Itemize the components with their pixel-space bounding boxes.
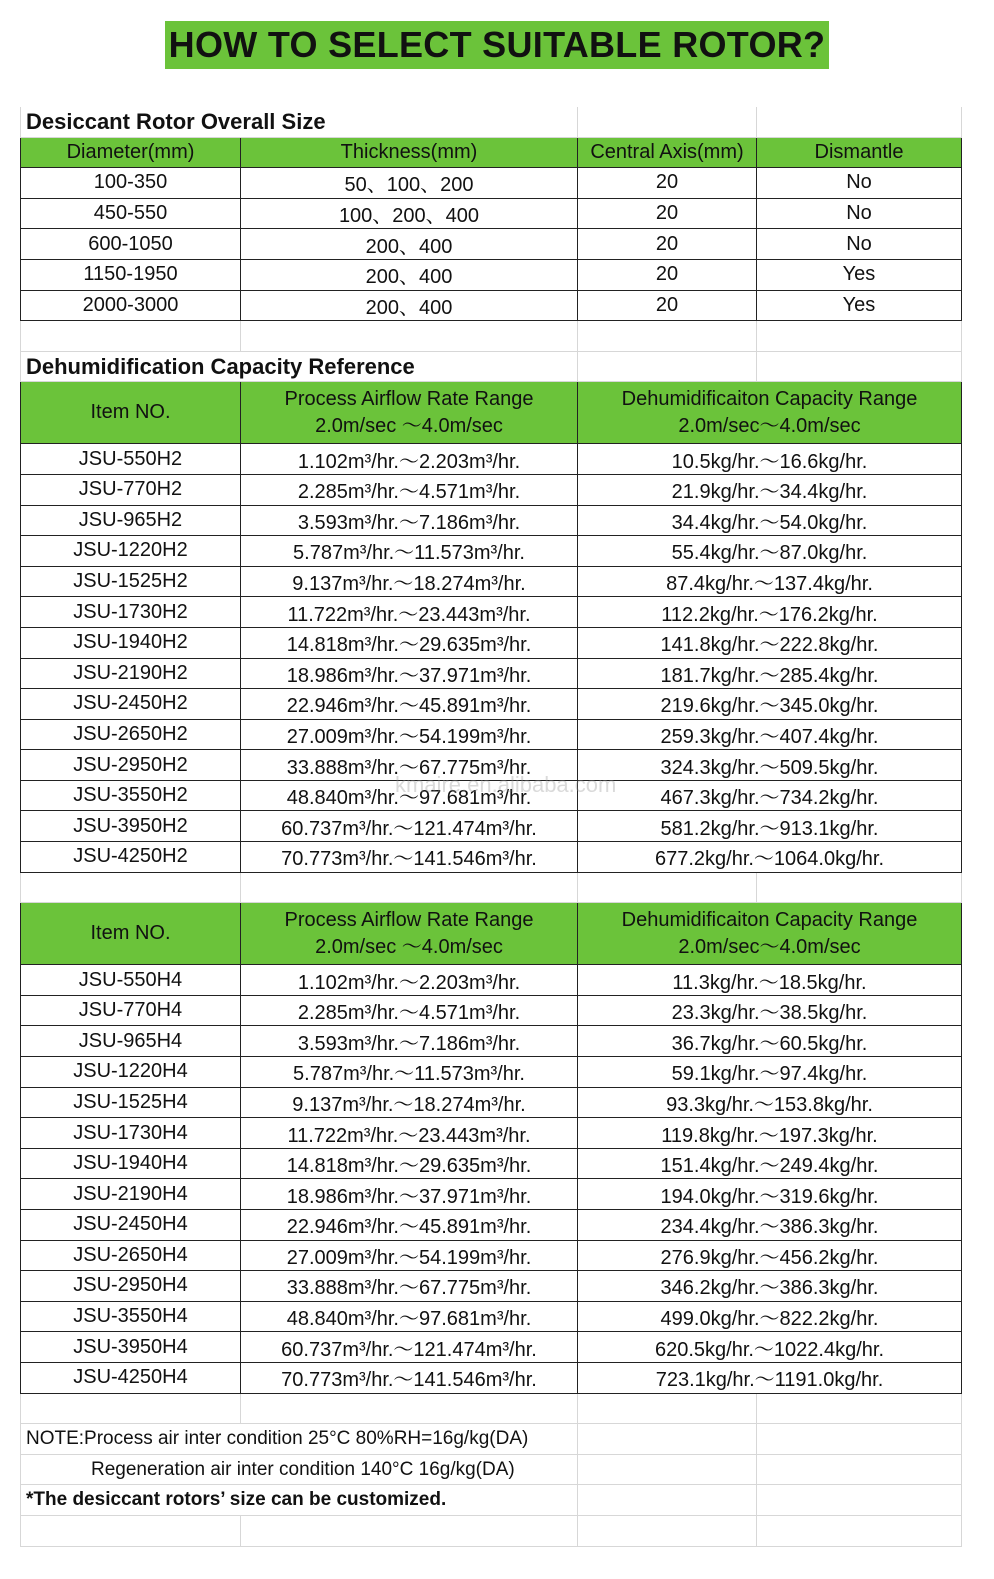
airflow-header-line2: 2.0m/sec ～4.0m/sec	[315, 935, 503, 958]
item-no: JSU-770H2	[20, 475, 241, 506]
empty-cell	[241, 873, 578, 904]
empty-row	[20, 1516, 962, 1547]
capacity-range: 620.5kg/hr.～1022.4kg/hr.	[578, 1332, 962, 1363]
table-cell: Yes	[757, 260, 962, 291]
section-title: Dehumidification Capacity Reference	[20, 352, 578, 383]
capacity-range: 259.3kg/hr.～407.4kg/hr.	[578, 720, 962, 751]
empty-cell	[578, 1485, 757, 1516]
table-row	[20, 1271, 962, 1302]
airflow-range: 11.722m³/hr.～23.443m³/hr.	[241, 1118, 578, 1149]
item-no: JSU-2450H2	[20, 689, 241, 720]
airflow-range: 9.137m³/hr.～18.274m³/hr.	[241, 567, 578, 598]
airflow-range: 60.737m³/hr.～121.474m³/hr.	[241, 811, 578, 842]
item-no: JSU-1940H4	[20, 1149, 241, 1180]
item-no: JSU-3950H4	[20, 1332, 241, 1363]
item-no: JSU-1525H2	[20, 567, 241, 598]
table-row	[20, 567, 962, 598]
table-row	[20, 168, 962, 199]
table-row	[20, 1057, 962, 1088]
empty-cell	[578, 321, 757, 352]
item-no: JSU-1730H2	[20, 597, 241, 628]
table-cell: 200、400	[241, 260, 578, 291]
table-cell: 20	[578, 260, 757, 291]
capacity-header	[578, 382, 962, 444]
empty-cell	[241, 1516, 578, 1547]
table-row	[20, 1363, 962, 1394]
airflow-range: 14.818m³/hr.～29.635m³/hr.	[241, 628, 578, 659]
capacity-header-row	[20, 903, 962, 965]
airflow-header	[241, 903, 578, 965]
capacity-range: 723.1kg/hr.～1191.0kg/hr.	[578, 1363, 962, 1394]
item-no: JSU-2650H4	[20, 1241, 241, 1272]
column-header: Central Axis(mm)	[578, 138, 757, 169]
capacity-range: 141.8kg/hr.～222.8kg/hr.	[578, 628, 962, 659]
item-header: Item NO.	[20, 903, 241, 965]
empty-cell	[578, 1394, 757, 1425]
note-row	[20, 1424, 962, 1455]
table-row	[20, 506, 962, 537]
airflow-range: 27.009m³/hr.～54.199m³/hr.	[241, 1241, 578, 1272]
section-title-row	[20, 107, 962, 138]
empty-cell	[20, 1394, 241, 1425]
table-row	[20, 996, 962, 1027]
capacity-range: 10.5kg/hr.～16.6kg/hr.	[578, 444, 962, 475]
empty-cell	[20, 1516, 241, 1547]
section-title-row	[20, 352, 962, 383]
airflow-range: 22.946m³/hr.～45.891m³/hr.	[241, 1210, 578, 1241]
capacity-range: 324.3kg/hr.～509.5kg/hr.	[578, 750, 962, 781]
empty-row	[20, 321, 962, 352]
empty-cell	[757, 1394, 962, 1425]
title-wrap	[0, 21, 994, 69]
airflow-range: 2.285m³/hr.～4.571m³/hr.	[241, 475, 578, 506]
capacity-range: 194.0kg/hr.～319.6kg/hr.	[578, 1179, 962, 1210]
watermark: kmaire.en.alibaba.com	[395, 772, 617, 797]
airflow-range: 5.787m³/hr.～11.573m³/hr.	[241, 1057, 578, 1088]
airflow-range: 27.009m³/hr.～54.199m³/hr.	[241, 720, 578, 751]
table-row	[20, 1179, 962, 1210]
airflow-range: 60.737m³/hr.～121.474m³/hr.	[241, 1332, 578, 1363]
table-row	[20, 597, 962, 628]
table-row	[20, 536, 962, 567]
airflow-range: 48.840m³/hr.～97.681m³/hr.	[241, 1302, 578, 1333]
capacity-range: 581.2kg/hr.～913.1kg/hr.	[578, 811, 962, 842]
table-cell: 200、400	[241, 229, 578, 260]
capacity-header-line1: Dehumidificaiton Capacity Range	[621, 387, 918, 410]
empty-row	[20, 873, 962, 904]
table-cell: No	[757, 199, 962, 230]
table-row	[20, 291, 962, 322]
airflow-range: 22.946m³/hr.～45.891m³/hr.	[241, 689, 578, 720]
capacity-range: 36.7kg/hr.～60.5kg/hr.	[578, 1026, 962, 1057]
item-no: JSU-4250H2	[20, 842, 241, 873]
empty-cell	[757, 1516, 962, 1547]
airflow-range: 2.285m³/hr.～4.571m³/hr.	[241, 996, 578, 1027]
item-no: JSU-1730H4	[20, 1118, 241, 1149]
capacity-range: 11.3kg/hr.～18.5kg/hr.	[578, 965, 962, 996]
column-header: Diameter(mm)	[20, 138, 241, 169]
item-no: JSU-2950H2	[20, 750, 241, 781]
item-no: JSU-2190H4	[20, 1179, 241, 1210]
table-row	[20, 475, 962, 506]
capacity-range: 23.3kg/hr.～38.5kg/hr.	[578, 996, 962, 1027]
section-title: Desiccant Rotor Overall Size	[20, 107, 578, 138]
note-line-3: *The desiccant rotors’ size can be customized.	[20, 1485, 578, 1516]
empty-cell	[757, 352, 962, 383]
item-no: JSU-550H2	[20, 444, 241, 475]
table-cell: 20	[578, 229, 757, 260]
column-header: Dismantle	[757, 138, 962, 169]
table-row	[20, 1026, 962, 1057]
item-no: JSU-965H2	[20, 506, 241, 537]
capacity-range: 59.1kg/hr.～97.4kg/hr.	[578, 1057, 962, 1088]
airflow-range: 14.818m³/hr.～29.635m³/hr.	[241, 1149, 578, 1180]
capacity-range: 276.9kg/hr.～456.2kg/hr.	[578, 1241, 962, 1272]
table-row	[20, 1149, 962, 1180]
empty-cell	[578, 1424, 757, 1455]
table-cell: 2000-3000	[20, 291, 241, 322]
item-no: JSU-1940H2	[20, 628, 241, 659]
airflow-range: 3.593m³/hr.～7.186m³/hr.	[241, 1026, 578, 1057]
empty-cell	[757, 873, 962, 904]
note-line-1: NOTE:Process air inter condition 25°C 80%RH=16g/kg(DA)	[20, 1424, 578, 1455]
item-no: JSU-550H4	[20, 965, 241, 996]
item-no: JSU-3550H4	[20, 1302, 241, 1333]
table-cell: No	[757, 229, 962, 260]
table-row	[20, 1088, 962, 1119]
capacity-header-line1: Dehumidificaiton Capacity Range	[621, 908, 918, 931]
item-no: JSU-3550H2	[20, 781, 241, 812]
table-cell: 450-550	[20, 199, 241, 230]
item-no: JSU-1220H2	[20, 536, 241, 567]
item-no: JSU-2650H2	[20, 720, 241, 751]
airflow-range: 5.787m³/hr.～11.573m³/hr.	[241, 536, 578, 567]
item-no: JSU-770H4	[20, 996, 241, 1027]
table-cell: No	[757, 168, 962, 199]
table-row	[20, 689, 962, 720]
note-row	[20, 1485, 962, 1516]
page-title: HOW TO SELECT SUITABLE ROTOR?	[165, 21, 830, 69]
table-cell: 200、400	[241, 291, 578, 322]
capacity-header-line2: 2.0m/sec～4.0m/sec	[678, 935, 861, 958]
airflow-range: 9.137m³/hr.～18.274m³/hr.	[241, 1088, 578, 1119]
airflow-range: 70.773m³/hr.～141.546m³/hr.	[241, 1363, 578, 1394]
table-cell: 1150-1950	[20, 260, 241, 291]
item-no: JSU-2950H4	[20, 1271, 241, 1302]
airflow-header-line1: Process Airflow Rate Range	[284, 387, 534, 410]
airflow-range: 33.888m³/hr.～67.775m³/hr.	[241, 1271, 578, 1302]
airflow-range: 18.986m³/hr.～37.971m³/hr.	[241, 1179, 578, 1210]
capacity-header-line2: 2.0m/sec～4.0m/sec	[678, 414, 861, 437]
capacity-range: 34.4kg/hr.～54.0kg/hr.	[578, 506, 962, 537]
item-no: JSU-965H4	[20, 1026, 241, 1057]
capacity-range: 677.2kg/hr.～1064.0kg/hr.	[578, 842, 962, 873]
item-no: JSU-1220H4	[20, 1057, 241, 1088]
airflow-range: 70.773m³/hr.～141.546m³/hr.	[241, 842, 578, 873]
table-row	[20, 260, 962, 291]
empty-cell	[578, 1455, 757, 1486]
spreadsheet	[20, 107, 962, 1547]
empty-cell	[241, 1394, 578, 1425]
empty-cell	[241, 321, 578, 352]
table-row	[20, 1241, 962, 1272]
table-cell: 100-350	[20, 168, 241, 199]
empty-row	[20, 1394, 962, 1425]
note-row	[20, 1455, 962, 1486]
table-row	[20, 720, 962, 751]
capacity-range: 55.4kg/hr.～87.0kg/hr.	[578, 536, 962, 567]
table-row	[20, 965, 962, 996]
capacity-range: 112.2kg/hr.～176.2kg/hr.	[578, 597, 962, 628]
capacity-range: 87.4kg/hr.～137.4kg/hr.	[578, 567, 962, 598]
table-row	[20, 1332, 962, 1363]
table-cell: 20	[578, 199, 757, 230]
table-row	[20, 1210, 962, 1241]
capacity-range: 119.8kg/hr.～197.3kg/hr.	[578, 1118, 962, 1149]
capacity-header-row	[20, 382, 962, 444]
item-header: Item NO.	[20, 382, 241, 444]
item-no: JSU-4250H4	[20, 1363, 241, 1394]
airflow-range: 18.986m³/hr.～37.971m³/hr.	[241, 659, 578, 690]
table-cell: 20	[578, 168, 757, 199]
empty-cell	[757, 321, 962, 352]
item-no: JSU-3950H2	[20, 811, 241, 842]
airflow-range: 33.888m³/hr.～67.775m³/hr.	[241, 750, 578, 781]
column-header: Thickness(mm)	[241, 138, 578, 169]
capacity-range: 93.3kg/hr.～153.8kg/hr.	[578, 1088, 962, 1119]
capacity-range: 151.4kg/hr.～249.4kg/hr.	[578, 1149, 962, 1180]
item-no: JSU-2450H4	[20, 1210, 241, 1241]
table-row	[20, 628, 962, 659]
capacity-range: 467.3kg/hr.～734.2kg/hr.	[578, 781, 962, 812]
empty-cell	[757, 1455, 962, 1486]
note-line-2: Regeneration air inter condition 140°C 16g/kg(DA)	[20, 1455, 578, 1486]
item-no: JSU-1525H4	[20, 1088, 241, 1119]
table-row	[20, 199, 962, 230]
airflow-range: 48.840m³/hr.～97.681m³/hr.	[241, 781, 578, 812]
table-row	[20, 811, 962, 842]
empty-cell	[578, 352, 757, 383]
airflow-header-line1: Process Airflow Rate Range	[284, 908, 534, 931]
airflow-range: 1.102m³/hr.～2.203m³/hr.	[241, 444, 578, 475]
table-row	[20, 229, 962, 260]
table-cell: 20	[578, 291, 757, 322]
empty-cell	[757, 1485, 962, 1516]
capacity-range: 499.0kg/hr.～822.2kg/hr.	[578, 1302, 962, 1333]
capacity-range: 181.7kg/hr.～285.4kg/hr.	[578, 659, 962, 690]
capacity-range: 219.6kg/hr.～345.0kg/hr.	[578, 689, 962, 720]
airflow-range: 3.593m³/hr.～7.186m³/hr.	[241, 506, 578, 537]
airflow-range: 1.102m³/hr.～2.203m³/hr.	[241, 965, 578, 996]
capacity-range: 234.4kg/hr.～386.3kg/hr.	[578, 1210, 962, 1241]
item-no: JSU-2190H2	[20, 659, 241, 690]
empty-cell	[578, 873, 757, 904]
table-row	[20, 1302, 962, 1333]
empty-cell	[20, 321, 241, 352]
table-row	[20, 659, 962, 690]
empty-cell	[578, 107, 757, 138]
capacity-range: 21.9kg/hr.～34.4kg/hr.	[578, 475, 962, 506]
empty-cell	[757, 1424, 962, 1455]
table-cell: 600-1050	[20, 229, 241, 260]
table-cell: 50、100、200	[241, 168, 578, 199]
empty-cell	[20, 873, 241, 904]
airflow-header-line2: 2.0m/sec ～4.0m/sec	[315, 414, 503, 437]
airflow-header	[241, 382, 578, 444]
table-cell: Yes	[757, 291, 962, 322]
table-row	[20, 1118, 962, 1149]
table-row	[20, 444, 962, 475]
airflow-range: 11.722m³/hr.～23.443m³/hr.	[241, 597, 578, 628]
capacity-header	[578, 903, 962, 965]
empty-cell	[757, 107, 962, 138]
table-row	[20, 842, 962, 873]
table-cell: 100、200、400	[241, 199, 578, 230]
empty-cell	[578, 1516, 757, 1547]
size-header-row	[20, 138, 962, 169]
capacity-range: 346.2kg/hr.～386.3kg/hr.	[578, 1271, 962, 1302]
